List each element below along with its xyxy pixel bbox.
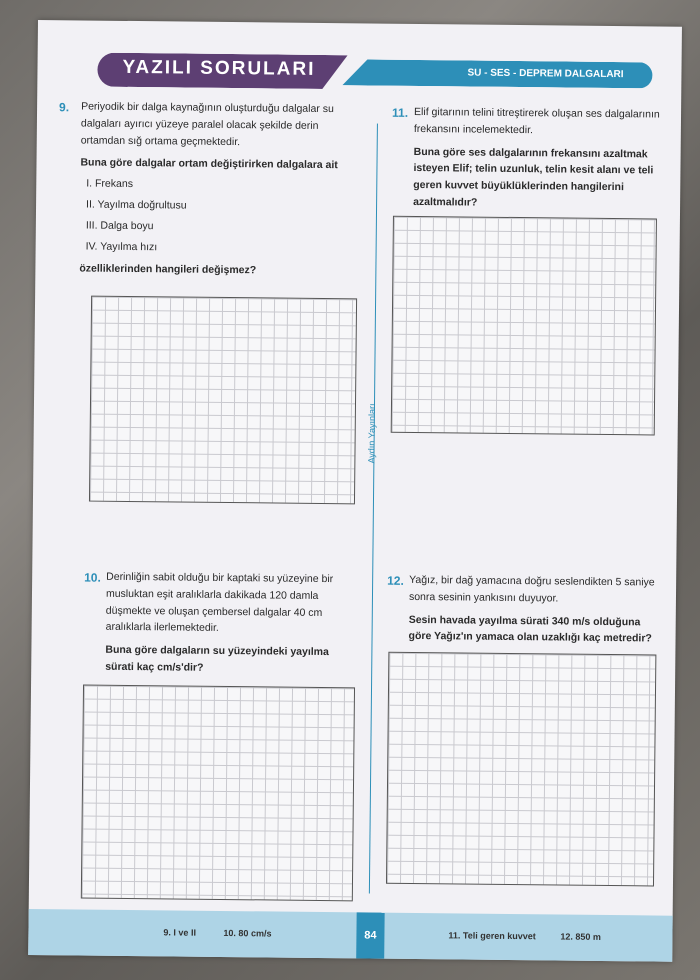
answer-grid-12[interactable] <box>386 652 656 887</box>
answer-key-footer <box>28 909 672 962</box>
question-number: 11. <box>391 105 409 120</box>
question-12 <box>386 572 659 648</box>
question-prompt: Buna göre dalgalar ortam değiştirirken dalgalara ait <box>80 156 338 172</box>
worksheet-page <box>28 20 682 962</box>
question-ask: özelliklerinden hangileri değişmez? <box>79 262 257 277</box>
question-number: 9. <box>59 100 70 115</box>
question-number: 10. <box>84 570 101 585</box>
question-ask: Buna göre dalgaların su yüzeyindeki yayılma sürati kaç cm/s'dir? <box>105 643 329 674</box>
question-9 <box>57 98 359 280</box>
question-text: Derinliğin sabit olduğu bir kaptaki su yüzeyine bir musluktan eşit aralıklarla dakikada 120 damla düşmekte ve oluşan çembersel dalgalar 40 cm aralıklarla ilerlemektedir. <box>105 570 334 635</box>
answer-grid-9[interactable] <box>89 296 357 505</box>
publisher-label: Aydın Yayınları <box>366 403 378 464</box>
question-11 <box>391 104 662 214</box>
answer-11: 11. Teli geren kuvvet <box>448 930 536 942</box>
answer-grid-11[interactable] <box>391 216 657 436</box>
answer-12: 12. 850 m <box>560 931 602 942</box>
question-ask: Buna göre ses dalgalarının frekansını azaltmak isteyen Elif; telin uzunluk, telin kesit alanı ve teli geren kuvvet büyüklüklerinden hangilerini azaltmalıdır? <box>413 145 654 209</box>
list-item: III. Dalga boyu <box>85 219 154 233</box>
page-number: 84 <box>356 912 384 958</box>
question-text: Yağız, bir dağ yamacına doğru seslendikten 5 saniye sonra sesinin yankısını duyuyor. <box>408 573 655 605</box>
question-number: 12. <box>387 573 404 588</box>
question-text: Periyodik bir dalga kaynağının oluşturduğu dalgalar su dalgaları ayırıcı yüzeye paralel olacak şekilde derin ortamdan sığ ortama geçmektedir. <box>80 100 334 148</box>
answer-10: 10. 80 cm/s <box>223 927 272 939</box>
answer-9: 9. I ve II <box>163 927 197 938</box>
list-item: II. Yayılma doğrultusu <box>86 198 187 212</box>
question-text: Elif gitarının telini titreştirerek oluşan ses dalgalarının frekansını incelemektedir. <box>413 105 660 136</box>
question-ask: Sesin havada yayılma sürati 340 m/s olduğuna göre Yağız'ın yamaca olan uzaklığı kaç metredir? <box>408 613 652 645</box>
list-item: IV. Yayılma hızı <box>85 240 158 253</box>
roman-list <box>86 176 359 258</box>
topic-title: SU - SES - DEPREM DALGALARI <box>467 67 624 81</box>
page-title: YAZILI SORULARI <box>122 56 316 80</box>
question-10 <box>83 569 359 679</box>
list-item: I. Frekans <box>86 177 134 191</box>
column-divider <box>369 124 378 894</box>
answer-grid-10[interactable] <box>81 685 355 902</box>
